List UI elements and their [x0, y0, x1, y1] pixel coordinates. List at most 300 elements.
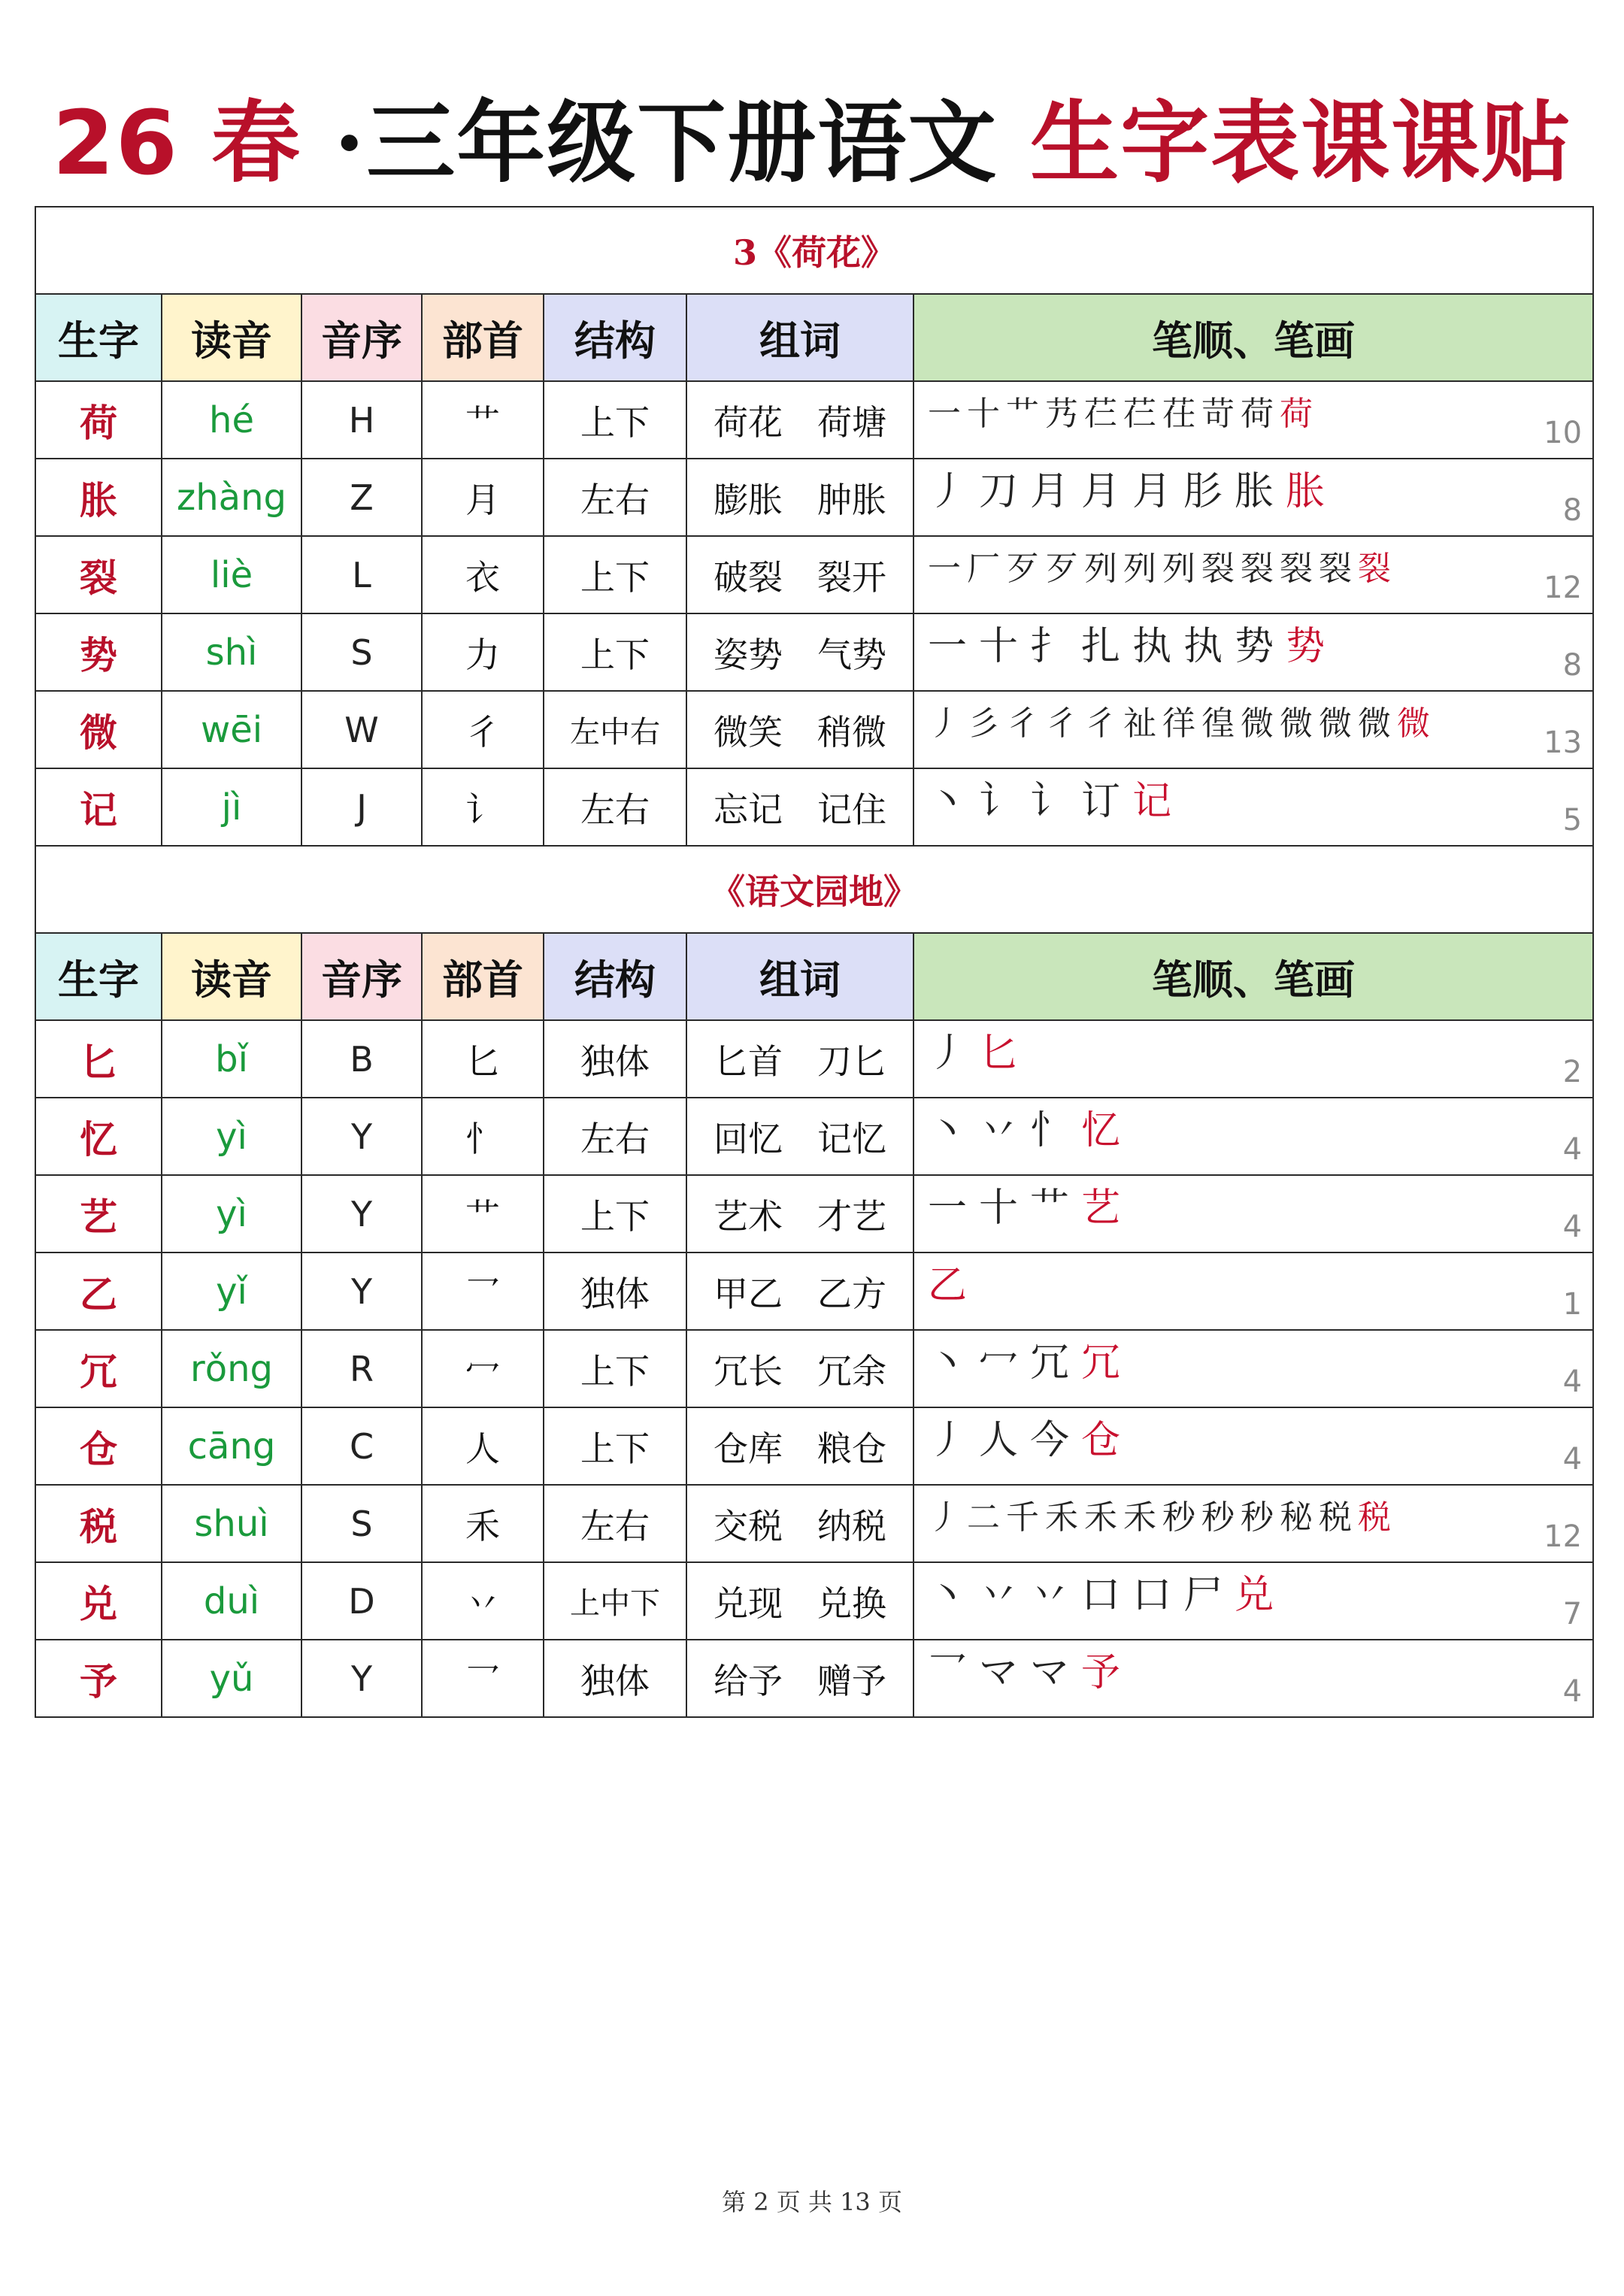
stroke-count: 8 [1562, 648, 1583, 683]
stroke-glyph: 秒 [1162, 1498, 1195, 1537]
stroke-step [1280, 1492, 1313, 1544]
stroke-step [1045, 543, 1078, 595]
structure: 上下 [544, 536, 686, 613]
stroke-glyph: 丿 [928, 1031, 968, 1076]
page-title [0, 86, 1624, 199]
word: 匕首 [714, 1040, 783, 1082]
stroke-glyph: 微 [1319, 704, 1352, 743]
stroke-step [979, 1569, 1018, 1622]
word-pair [686, 1407, 914, 1485]
word-pair [686, 459, 914, 536]
stroke-step [928, 620, 967, 673]
stroke-step [1030, 1337, 1069, 1389]
stroke-glyph: 税 [1319, 1498, 1352, 1537]
stroke-glyph: 苛 [1201, 395, 1235, 433]
pinyin: cāng [162, 1407, 301, 1485]
column-header: 读音 [162, 294, 301, 381]
pinyin: shì [162, 613, 301, 691]
page-footer: 第 2 页 共 13 页 [722, 2188, 902, 2216]
word: 兑换 [817, 1583, 886, 1624]
stroke-step [979, 620, 1018, 673]
phonetic-order: Y [301, 1098, 422, 1175]
stroke-glyph: 月 [1081, 469, 1121, 514]
stroke-step [1183, 1569, 1223, 1622]
word: 荷塘 [817, 401, 886, 443]
stroke-count: 13 [1544, 725, 1583, 760]
stroke-count: 12 [1544, 1519, 1583, 1554]
stroke-glyph: 冗 [1030, 1340, 1070, 1386]
stroke-glyph: 丷 [979, 1573, 1019, 1618]
stroke-glyph: 肜 [1183, 469, 1223, 514]
stroke-step [979, 1646, 1018, 1699]
stroke-step [1319, 1492, 1352, 1544]
stroke-glyph: 裂 [1201, 550, 1235, 588]
stroke-step [928, 543, 961, 595]
stroke-glyph: 二 [967, 1498, 1000, 1537]
radical: 力 [422, 613, 544, 691]
stroke-step [1006, 543, 1039, 595]
phonetic-order: L [301, 536, 422, 613]
stroke-glyph: 丿 [928, 469, 968, 514]
character: 胀 [35, 459, 162, 536]
pinyin: jì [162, 768, 301, 846]
stroke-order-cell [914, 381, 1593, 459]
stroke-glyph: 丿 [928, 1418, 968, 1463]
stroke-step [1123, 543, 1156, 595]
stroke-step [1081, 1414, 1120, 1467]
pinyin: yì [162, 1175, 301, 1253]
stroke-step [1084, 1492, 1117, 1544]
stroke-step [1081, 1569, 1120, 1622]
word-pair [686, 1640, 914, 1717]
stroke-glyph: 丿 [928, 1498, 961, 1537]
pinyin: yǐ [162, 1253, 301, 1330]
stroke-step [1241, 388, 1274, 441]
column-header: 音序 [301, 294, 422, 381]
table-row [35, 381, 1593, 459]
structure: 上下 [544, 1330, 686, 1407]
character: 税 [35, 1485, 162, 1562]
stroke-step [1030, 1414, 1069, 1467]
stroke-step [1084, 388, 1117, 441]
word: 仓库 [714, 1428, 783, 1469]
stroke-order-cell [914, 1562, 1593, 1640]
word: 乙方 [817, 1273, 886, 1314]
radical: 乛 [422, 1253, 544, 1330]
stroke-count: 4 [1562, 1132, 1583, 1167]
stroke-glyph: 乙 [928, 1263, 968, 1308]
word-pair [686, 1562, 914, 1640]
stroke-glyph: 胀 [1235, 469, 1274, 514]
stroke-glyph: 彳 [1045, 704, 1078, 743]
phonetic-order: H [301, 381, 422, 459]
stroke-glyph: 十 [979, 624, 1019, 669]
pinyin: bǐ [162, 1020, 301, 1098]
stroke-step [1030, 465, 1069, 518]
word-pair [686, 1253, 914, 1330]
character: 乙 [35, 1253, 162, 1330]
word: 兑现 [714, 1583, 783, 1624]
pinyin: yǔ [162, 1640, 301, 1717]
structure: 独体 [544, 1253, 686, 1330]
radical: 匕 [422, 1020, 544, 1098]
stroke-step [1006, 698, 1039, 750]
stroke-glyph: 徉 [1162, 704, 1195, 743]
stroke-glyph: 执 [1132, 624, 1172, 669]
radical: 人 [422, 1407, 544, 1485]
header-row [35, 294, 1593, 381]
stroke-step [1358, 698, 1391, 750]
phonetic-order: W [301, 691, 422, 768]
word: 膨胀 [714, 479, 783, 520]
stroke-sequence [928, 1569, 1532, 1622]
stroke-count: 5 [1562, 803, 1583, 838]
stroke-count: 4 [1562, 1442, 1583, 1477]
radical: 禾 [422, 1485, 544, 1562]
word: 裂开 [817, 556, 886, 598]
structure: 上下 [544, 1175, 686, 1253]
word: 破裂 [714, 556, 783, 598]
stroke-glyph: 丶 [928, 1573, 968, 1618]
table-row [35, 1485, 1593, 1562]
stroke-order-cell [914, 1175, 1593, 1253]
phonetic-order: S [301, 613, 422, 691]
word: 交税 [714, 1505, 783, 1546]
stroke-step [1084, 698, 1117, 750]
table-row [35, 1407, 1593, 1485]
phonetic-order: B [301, 1020, 422, 1098]
title-year: 26 [52, 91, 179, 195]
stroke-step [1235, 465, 1274, 518]
stroke-glyph: 茌 [1162, 395, 1195, 433]
stroke-step [1030, 1569, 1069, 1622]
stroke-glyph: 列 [1123, 550, 1156, 588]
column-header: 读音 [162, 933, 301, 1020]
stroke-glyph: 禾 [1045, 1498, 1078, 1537]
stroke-order-cell [914, 1407, 1593, 1485]
stroke-glyph: 税 [1358, 1498, 1391, 1537]
column-header: 笔顺、笔画 [914, 933, 1593, 1020]
stroke-count: 7 [1562, 1597, 1583, 1631]
character: 仓 [35, 1407, 162, 1485]
stroke-step [1030, 1182, 1069, 1234]
table-row [35, 1175, 1593, 1253]
stroke-glyph: 忄 [1030, 1108, 1070, 1153]
stroke-step [1162, 1492, 1195, 1544]
stroke-glyph: 祉 [1123, 704, 1156, 743]
stroke-step [979, 465, 1018, 518]
structure: 左右 [544, 1485, 686, 1562]
stroke-sequence [928, 1182, 1532, 1234]
pinyin: wēi [162, 691, 301, 768]
stroke-glyph: 扌 [1030, 624, 1070, 669]
pinyin: hé [162, 381, 301, 459]
stroke-step [1241, 698, 1274, 750]
stroke-step [928, 1182, 967, 1234]
stroke-glyph: 裂 [1319, 550, 1352, 588]
column-header: 组词 [686, 933, 914, 1020]
column-header: 生字 [35, 294, 162, 381]
stroke-glyph: 刀 [979, 469, 1019, 514]
table-row [35, 1330, 1593, 1407]
stroke-order-cell [914, 1098, 1593, 1175]
stroke-step [1162, 698, 1195, 750]
stroke-step [979, 1104, 1018, 1157]
word: 回忆 [714, 1118, 783, 1159]
stroke-glyph: 歹 [1045, 550, 1078, 588]
pinyin: rǒng [162, 1330, 301, 1407]
character-table [35, 206, 1594, 1718]
stroke-sequence [928, 465, 1532, 518]
structure: 独体 [544, 1640, 686, 1717]
stroke-step [1201, 388, 1235, 441]
stroke-glyph: 芢 [1084, 395, 1117, 433]
stroke-sequence [928, 1027, 1532, 1080]
stroke-glyph: 彡 [967, 704, 1000, 743]
stroke-step [1123, 388, 1156, 441]
word-pair [686, 768, 914, 846]
stroke-count: 4 [1562, 1210, 1583, 1244]
lesson-title-row [35, 207, 1593, 294]
stroke-glyph: 尸 [1183, 1573, 1223, 1618]
stroke-glyph: 微 [1280, 704, 1313, 743]
stroke-glyph: 秒 [1241, 1498, 1274, 1537]
stroke-glyph: 艹 [1030, 1186, 1070, 1231]
stroke-step [1045, 1492, 1078, 1544]
table-row [35, 1562, 1593, 1640]
stroke-count: 8 [1562, 493, 1583, 528]
stroke-glyph: 一 [928, 550, 961, 588]
stroke-count: 2 [1562, 1055, 1583, 1089]
stroke-count: 10 [1544, 416, 1583, 450]
stroke-order-cell [914, 1330, 1593, 1407]
stroke-step [1132, 775, 1171, 828]
word: 粮仓 [817, 1428, 886, 1469]
stroke-glyph: 执 [1183, 624, 1223, 669]
title-season: 春 [211, 90, 302, 195]
structure: 上下 [544, 613, 686, 691]
word: 刀匕 [817, 1040, 886, 1082]
stroke-glyph: 彳 [1006, 704, 1039, 743]
pinyin: yì [162, 1098, 301, 1175]
stroke-step [1358, 1492, 1391, 1544]
phonetic-order: S [301, 1485, 422, 1562]
stroke-glyph: 微 [1358, 704, 1391, 743]
stroke-order-cell [914, 691, 1593, 768]
stroke-sequence [928, 543, 1532, 595]
stroke-glyph: 一 [928, 624, 968, 669]
structure: 左中右 [544, 691, 686, 768]
stroke-glyph: マ [979, 1650, 1019, 1695]
stroke-glyph: 胀 [1286, 469, 1326, 514]
phonetic-order: Y [301, 1253, 422, 1330]
radical: 冖 [422, 1330, 544, 1407]
phonetic-order: Z [301, 459, 422, 536]
stroke-step [928, 1337, 967, 1389]
word-pair [686, 1020, 914, 1098]
stroke-step [1030, 620, 1069, 673]
word: 甲乙 [714, 1273, 783, 1314]
stroke-sequence [928, 1414, 1532, 1467]
pinyin: zhàng [162, 459, 301, 536]
word: 赠予 [817, 1660, 886, 1701]
pinyin: duì [162, 1562, 301, 1640]
phonetic-order: Y [301, 1640, 422, 1717]
table-row [35, 1640, 1593, 1717]
radical: 忄 [422, 1098, 544, 1175]
title-subject: 生字表课课贴 [1030, 90, 1572, 195]
stroke-step [1006, 388, 1039, 441]
stroke-order-cell [914, 613, 1593, 691]
radical: 彳 [422, 691, 544, 768]
word: 气势 [817, 634, 886, 675]
character: 记 [35, 768, 162, 846]
stroke-step [1280, 543, 1313, 595]
stroke-step [1183, 465, 1223, 518]
stroke-glyph: 口 [1132, 1573, 1172, 1618]
stroke-glyph: 一 [928, 395, 961, 433]
stroke-step [967, 1492, 1000, 1544]
stroke-step [1241, 1492, 1274, 1544]
stroke-step [928, 698, 961, 750]
stroke-count: 4 [1562, 1674, 1583, 1709]
word: 荷花 [714, 401, 783, 443]
stroke-step [1084, 543, 1117, 595]
stroke-glyph: 今 [1030, 1418, 1070, 1463]
column-header: 部首 [422, 933, 544, 1020]
stroke-sequence [928, 775, 1532, 828]
stroke-step [928, 775, 967, 828]
stroke-glyph: 裂 [1358, 550, 1391, 588]
phonetic-order: R [301, 1330, 422, 1407]
stroke-glyph: 微 [1397, 704, 1430, 743]
stroke-glyph: 人 [979, 1418, 1019, 1463]
character: 艺 [35, 1175, 162, 1253]
character: 裂 [35, 536, 162, 613]
character: 忆 [35, 1098, 162, 1175]
radical: 艹 [422, 381, 544, 459]
pinyin: shuì [162, 1485, 301, 1562]
word: 记住 [817, 789, 886, 830]
stroke-step [967, 543, 1000, 595]
stroke-glyph: 艺 [1081, 1186, 1121, 1231]
table-row [35, 613, 1593, 691]
word: 艺术 [714, 1195, 783, 1237]
stroke-glyph: 歹 [1006, 550, 1039, 588]
stroke-count: 12 [1544, 571, 1583, 605]
table-row [35, 1253, 1593, 1330]
stroke-sequence [928, 620, 1532, 673]
table-row [35, 536, 1593, 613]
character: 兑 [35, 1562, 162, 1640]
stroke-glyph: 扎 [1081, 624, 1121, 669]
stroke-step [1030, 775, 1069, 828]
word: 冗长 [714, 1350, 783, 1392]
column-header: 部首 [422, 294, 544, 381]
structure: 左右 [544, 459, 686, 536]
stroke-glyph: 记 [1132, 779, 1172, 824]
stroke-step [1162, 388, 1195, 441]
table-row [35, 691, 1593, 768]
stroke-step [1081, 465, 1120, 518]
stroke-step [1319, 698, 1352, 750]
stroke-step [1045, 388, 1078, 441]
pinyin: liè [162, 536, 301, 613]
stroke-glyph: 丶 [928, 1340, 968, 1386]
stroke-step [1132, 620, 1171, 673]
stroke-glyph: 艿 [1045, 395, 1078, 433]
phonetic-order: Y [301, 1175, 422, 1253]
stroke-step [1201, 1492, 1235, 1544]
stroke-glyph: 列 [1084, 550, 1117, 588]
stroke-step [1235, 620, 1274, 673]
stroke-glyph: 丷 [979, 1108, 1019, 1153]
stroke-glyph: 荷 [1280, 395, 1313, 433]
stroke-step [1201, 698, 1235, 750]
stroke-glyph: 乛 [928, 1650, 968, 1695]
stroke-glyph: 裂 [1241, 550, 1274, 588]
word-pair [686, 691, 914, 768]
stroke-glyph: 荷 [1241, 395, 1274, 433]
word-pair [686, 1330, 914, 1407]
word: 肿胀 [817, 479, 886, 520]
phonetic-order: D [301, 1562, 422, 1640]
structure: 上下 [544, 381, 686, 459]
word: 微笑 [714, 711, 783, 753]
word: 忘记 [714, 789, 783, 830]
stroke-step [1081, 1337, 1120, 1389]
character: 微 [35, 691, 162, 768]
structure: 上下 [544, 1407, 686, 1485]
stroke-step [1162, 543, 1195, 595]
stroke-glyph: 口 [1081, 1573, 1121, 1618]
stroke-glyph: 列 [1162, 550, 1195, 588]
lesson-title: 《语文园地》 [35, 846, 1593, 933]
stroke-order-cell [914, 1485, 1593, 1562]
stroke-glyph: 秒 [1201, 1498, 1235, 1537]
stroke-glyph: 匕 [979, 1031, 1019, 1076]
stroke-step [979, 1182, 1018, 1234]
stroke-glyph: 一 [928, 1186, 968, 1231]
stroke-step [979, 1337, 1018, 1389]
phonetic-order: J [301, 768, 422, 846]
radical: 月 [422, 459, 544, 536]
stroke-glyph: 彳 [1084, 704, 1117, 743]
radical: 乛 [422, 1640, 544, 1717]
stroke-step [1132, 465, 1171, 518]
stroke-step [928, 1259, 967, 1312]
word-pair [686, 381, 914, 459]
radical: 丷 [422, 1562, 544, 1640]
word: 冗余 [817, 1350, 886, 1392]
stroke-glyph: 势 [1235, 624, 1274, 669]
stroke-count: 4 [1562, 1365, 1583, 1399]
table-row [35, 1098, 1593, 1175]
word: 稍微 [817, 711, 886, 753]
structure: 上中下 [544, 1562, 686, 1640]
stroke-order-cell [914, 1020, 1593, 1098]
stroke-step [928, 1104, 967, 1157]
stroke-step [928, 1492, 961, 1544]
stroke-sequence [928, 1492, 1532, 1544]
stroke-sequence [928, 1646, 1532, 1699]
stroke-glyph: 予 [1081, 1650, 1121, 1695]
radical: 艹 [422, 1175, 544, 1253]
stroke-glyph: 艹 [1006, 395, 1039, 433]
stroke-step [928, 1569, 967, 1622]
lesson-title: 3《荷花》 [35, 207, 1593, 294]
stroke-order-cell [914, 459, 1593, 536]
